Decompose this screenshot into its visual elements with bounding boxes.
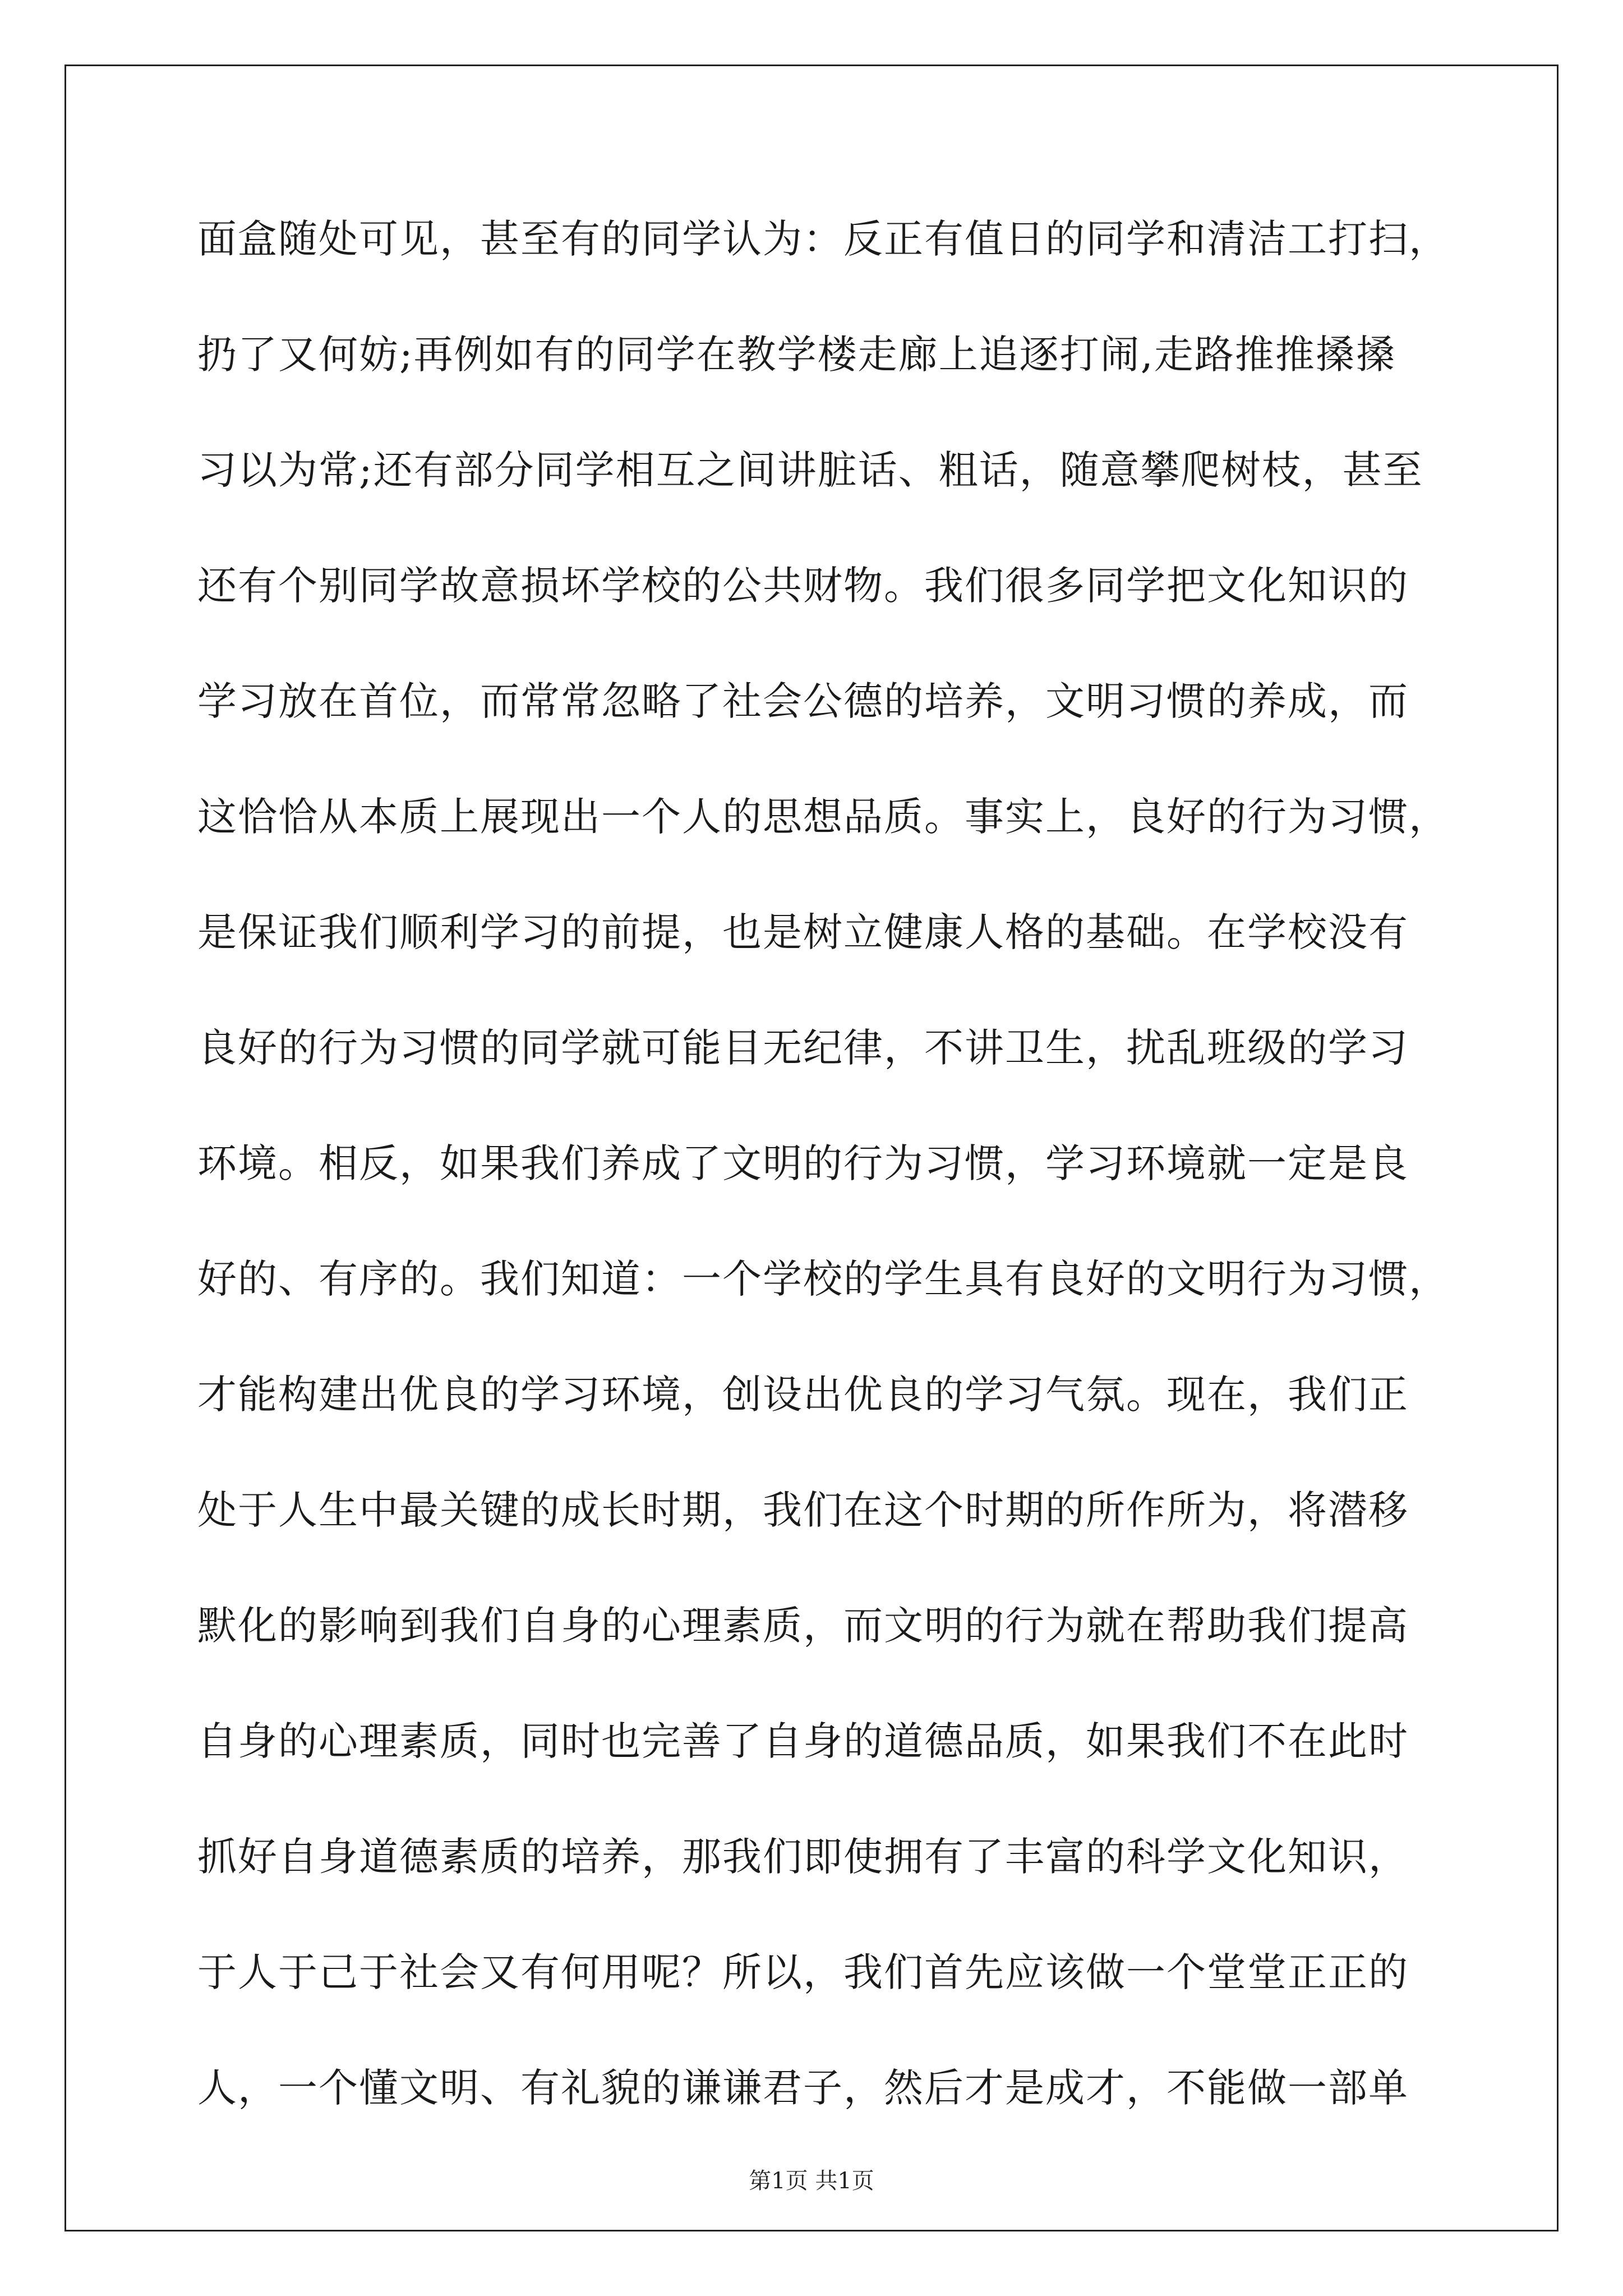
text-line: 好的、有序的。我们知道：一个学校的学生具有良好的文明行为习惯， [197, 1256, 1449, 1302]
page-number-footer: 第1页 共1页 [749, 2168, 874, 2194]
document-body [197, 212, 1449, 2177]
text-line: 还有个别同学故意损坏学校的公共财物。我们很多同学把文化知识的 [197, 563, 1409, 609]
text-line: 学习放在首位，而常常忽略了社会公德的培养，文明习惯的养成，而 [197, 678, 1409, 724]
text-line: 环境。相反，如果我们养成了文明的行为习惯，学习环境就一定是良 [197, 1140, 1409, 1186]
text-line: 面盒随处可见，甚至有的同学认为：反正有值日的同学和清洁工打扫， [197, 216, 1449, 262]
text-line: 默化的影响到我们自身的心理素质，而文明的行为就在帮助我们提高 [197, 1603, 1409, 1649]
text-line: 于人于己于社会又有何用呢？所以，我们首先应该做一个堂堂正正的 [197, 1949, 1409, 1995]
text-line: 抓好自身道德素质的培养，那我们即使拥有了丰富的科学文化知识， [197, 1834, 1409, 1880]
text-line: 扔了又何妨;再例如有的同学在教学楼走廊上追逐打闹,走路推推搡搡 [197, 332, 1396, 378]
text-line: 人，一个懂文明、有礼貌的谦谦君子，然后才是成才，不能做一部单 [197, 2065, 1409, 2111]
text-line: 是保证我们顺利学习的前提，也是树立健康人格的基础。在学校没有 [197, 909, 1409, 955]
text-line: 良好的行为习惯的同学就可能目无纪律，不讲卫生，扰乱班级的学习 [197, 1025, 1409, 1071]
text-line: 习以为常;还有部分同学相互之间讲脏话、粗话，随意攀爬树枝，甚至 [197, 447, 1423, 493]
text-line: 自身的心理素质，同时也完善了自身的道德品质，如果我们不在此时 [197, 1718, 1409, 1764]
text-line: 这恰恰从本质上展现出一个人的思想品质。事实上，良好的行为习惯， [197, 794, 1449, 840]
text-line: 处于人生中最关键的成长时期，我们在这个时期的所作所为，将潜移 [197, 1487, 1409, 1533]
text-line: 才能构建出优良的学习环境，创设出优良的学习气氛。现在，我们正 [197, 1372, 1409, 1418]
